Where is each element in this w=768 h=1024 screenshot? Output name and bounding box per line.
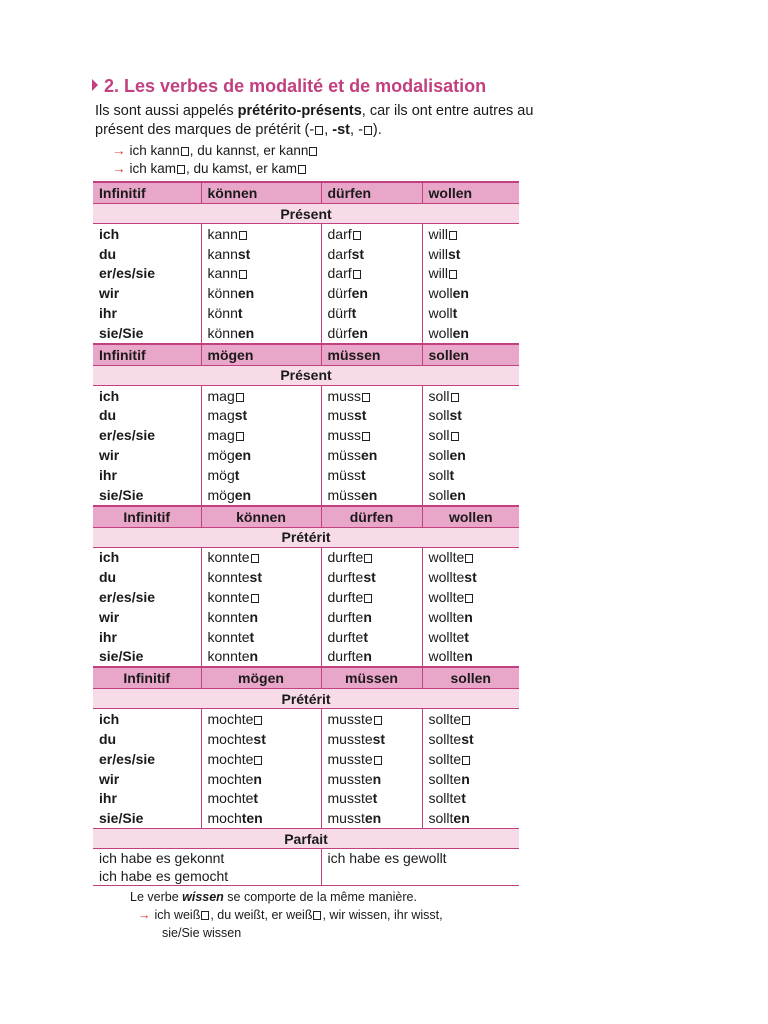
tense-row [93,204,519,224]
empty-ending-box [353,231,361,240]
conjugation-cell: kannst [201,244,321,264]
empty-ending-box [462,716,470,725]
conjugation-cell: mochtet [201,789,321,809]
pronoun-cell: wir [99,770,120,787]
table-header-row [93,506,519,528]
empty-ending-box [374,716,382,725]
conjugation-cell: kann [201,264,321,284]
pronoun-cell: sie/Sie [93,808,201,828]
empty-ending-box [451,432,459,441]
empty-ending-box [364,126,372,135]
arrow-right-icon: → [112,143,126,158]
tense-label: Prétérit [93,689,519,709]
empty-ending-box [465,554,473,563]
tense-row [93,689,519,709]
pronoun-cell: sie/Sie [93,647,201,668]
conjugation-cell: sollte [422,709,519,729]
table-row [93,729,519,749]
conjugation-cell: mögen [201,485,321,506]
empty-ending-box [251,594,259,603]
parfait-right [321,867,519,886]
pronoun-cell: wir [99,285,120,302]
pronoun-cell: ihr [99,628,117,645]
conjugation-cell: konnte [201,587,321,607]
conjugation-cell: sollt [422,465,519,485]
header-verb: müssen [321,344,422,366]
conjugation-cell: musstet [321,789,422,809]
table-row [93,769,519,789]
empty-ending-box [465,594,473,603]
parfait-row [93,849,519,868]
conjugation-cell: können [201,323,321,344]
empty-ending-box [254,716,262,725]
pronoun-cell: ihr [99,790,117,807]
table-row [93,323,519,344]
table-row [93,808,519,828]
conjugation-cell: solltest [422,729,519,749]
empty-ending-box [313,911,321,920]
conjugation-cell: konntest [201,567,321,587]
conjugation-cell: musstest [321,729,422,749]
tense-label: Prétérit [93,527,519,547]
table-row [93,303,519,323]
pronoun-cell: du [99,245,117,262]
conjugation-cell: könnt [201,303,321,323]
conjugation-cell: müsst [321,465,422,485]
pronoun-cell: ich [99,387,120,404]
empty-ending-box [239,231,247,240]
conjugation-cell: mochten [201,769,321,789]
pronoun-cell: wir [99,608,120,625]
table-row [93,425,519,445]
conjugation-cell: mochten [201,808,321,828]
pronoun-cell: ihr [99,305,117,322]
table-row [93,647,519,668]
conjugation-cell: soll [422,385,519,405]
conjugation-cell: mussten [321,808,422,828]
pronoun-cell: ich [99,711,120,728]
empty-ending-box [181,147,189,156]
pronoun-cell: sie/Sie [93,485,201,506]
conjugation-cell: sollten [422,808,519,828]
pronoun-cell: ihr [99,466,117,483]
empty-ending-box [449,231,457,240]
conjugation-cell: mochte [201,749,321,769]
conjugation-cell: wollten [422,647,519,668]
header-verb: sollen [422,344,519,366]
table-header-row [93,667,519,689]
pronoun-cell: ich [99,549,120,566]
table-header-row [93,182,519,204]
empty-ending-box [315,126,323,135]
parfait-left: ich habe es gemocht [93,867,321,886]
conjugation-cell: sollst [422,406,519,426]
table-row [93,587,519,607]
arrow-right-icon: → [112,161,126,176]
conjugation-cell: wollen [422,283,519,303]
header-verb: wollen [422,506,519,528]
tense-label: Présent [93,204,519,224]
conjugation-cell: sollen [422,445,519,465]
conjugation-cell: durfte [321,547,422,567]
conjugation-cell: mag [201,425,321,445]
header-verb: wollen [422,182,519,204]
empty-ending-box [462,756,470,765]
conjugation-table [93,181,519,886]
empty-ending-box [353,270,361,279]
conjugation-cell: sollen [422,485,519,506]
empty-ending-box [364,554,372,563]
tense-row [93,829,519,849]
table-row [93,264,519,284]
pronoun-cell: er/es/sie [99,589,156,606]
header-verb: mögen [201,344,321,366]
empty-ending-box [177,165,185,174]
conjugation-cell: mag [201,385,321,405]
pronoun-cell: du [99,569,117,586]
conjugation-cell: konnten [201,607,321,627]
empty-ending-box [236,393,244,402]
intro-text: Ils sont aussi appelés prétérito-présents, car ils ont entre autres au présent des marques de prétérit (- , -st, - ). [95,103,534,138]
footnote-divider [130,885,501,886]
empty-ending-box [374,756,382,765]
table-header-row [93,344,519,366]
pronoun-cell: du [99,407,117,424]
pronoun-cell: wir [99,447,120,464]
conjugation-cell: durften [321,647,422,668]
conjugation-cell: soll [422,425,519,445]
empty-ending-box [201,911,209,920]
tense-row [93,527,519,547]
conjugation-cell: konntet [201,627,321,647]
header-verb: können [201,182,321,204]
example-2: → ich kam , du kamst, er kam [112,160,307,177]
conjugation-cell: durftet [321,627,422,647]
parfait-right: ich habe es gewollt [321,849,519,868]
empty-ending-box [362,432,370,441]
footnote: Le verbe wissen se comporte de la même manière. → ich weiß , du weißt, er weiß , wir wissen, ihr wisst, sie/Sie wissen [130,890,443,940]
empty-ending-box [364,594,372,603]
table-row [93,445,519,465]
empty-ending-box [298,165,306,174]
empty-ending-box [449,270,457,279]
table-row [93,567,519,587]
conjugation-cell: wolltet [422,627,519,647]
header-verb: dürfen [321,182,422,204]
conjugation-cell: will [422,224,519,244]
empty-ending-box [309,147,317,156]
parfait-row [93,867,519,886]
conjugation-cell: mögen [201,445,321,465]
table-row [93,607,519,627]
conjugation-cell: dürfen [321,323,422,344]
conjugation-cell: darfst [321,244,422,264]
conjugation-cell: wollten [422,607,519,627]
conjugation-cell: kann [201,224,321,244]
empty-ending-box [362,393,370,402]
table-row [93,283,519,303]
conjugation-cell: müssen [321,445,422,465]
table-row [93,465,519,485]
pronoun-cell: du [99,731,117,748]
conjugation-cell: durftest [321,567,422,587]
pronoun-cell: ich [99,225,120,242]
header-infinitif: Infinitif [93,182,201,204]
conjugation-cell: muss [321,425,422,445]
conjugation-cell: müssen [321,485,422,506]
table-row [93,789,519,809]
table-row [93,485,519,506]
table-row [93,749,519,769]
table-row [93,406,519,426]
conjugation-cell: konnten [201,647,321,668]
table-row [93,709,519,729]
empty-ending-box [236,432,244,441]
pronoun-cell: er/es/sie [99,265,156,282]
header-verb: können [201,506,321,528]
pronoun-cell: sie/Sie [93,323,201,344]
table-row [93,385,519,405]
header-verb: dürfen [321,506,422,528]
empty-ending-box [239,270,247,279]
conjugation-cell: durfte [321,587,422,607]
table-row [93,244,519,264]
conjugation-cell: wollte [422,587,519,607]
conjugation-cell: können [201,283,321,303]
table-row [93,547,519,567]
section-title: 2. Les verbes de modalité et de modalisation [92,76,486,97]
conjugation-cell: mögt [201,465,321,485]
tense-label: Présent [93,365,519,385]
conjugation-cell: wollte [422,547,519,567]
header-infinitif: Infinitif [93,506,201,528]
conjugation-cell: durften [321,607,422,627]
tense-label: Parfait [93,829,519,849]
conjugation-cell: solltet [422,789,519,809]
conjugation-cell: konnte [201,547,321,567]
tense-row [93,365,519,385]
arrow-right-icon: → [138,908,151,922]
conjugation-cell: wollt [422,303,519,323]
conjugation-cell: musste [321,749,422,769]
header-infinitif: Infinitif [93,667,201,689]
header-infinitif: Infinitif [93,344,201,366]
table-row [93,224,519,244]
conjugation-cell: wolltest [422,567,519,587]
pronoun-cell: er/es/sie [99,750,156,767]
conjugation-cell: mochte [201,709,321,729]
conjugation-cell: sollten [422,769,519,789]
parfait-left: ich habe es gekonnt [99,850,225,867]
conjugation-cell: musste [321,709,422,729]
conjugation-cell: muss [321,385,422,405]
conjugation-cell: dürfen [321,283,422,303]
empty-ending-box [254,756,262,765]
conjugation-cell: willst [422,244,519,264]
conjugation-cell: dürft [321,303,422,323]
conjugation-cell: musst [321,406,422,426]
conjugation-cell: will [422,264,519,284]
header-verb: mögen [201,667,321,689]
conjugation-cell: wollen [422,323,519,344]
header-verb: müssen [321,667,422,689]
header-verb: sollen [422,667,519,689]
chevron-right-icon [92,79,98,91]
table-row [93,627,519,647]
pronoun-cell: er/es/sie [99,427,156,444]
conjugation-cell: mochtest [201,729,321,749]
conjugation-cell: magst [201,406,321,426]
conjugation-cell: mussten [321,769,422,789]
empty-ending-box [251,554,259,563]
conjugation-cell: darf [321,224,422,244]
empty-ending-box [451,393,459,402]
conjugation-cell: sollte [422,749,519,769]
conjugation-cell: darf [321,264,422,284]
example-1: → ich kann , du kannst, er kann [112,142,318,159]
